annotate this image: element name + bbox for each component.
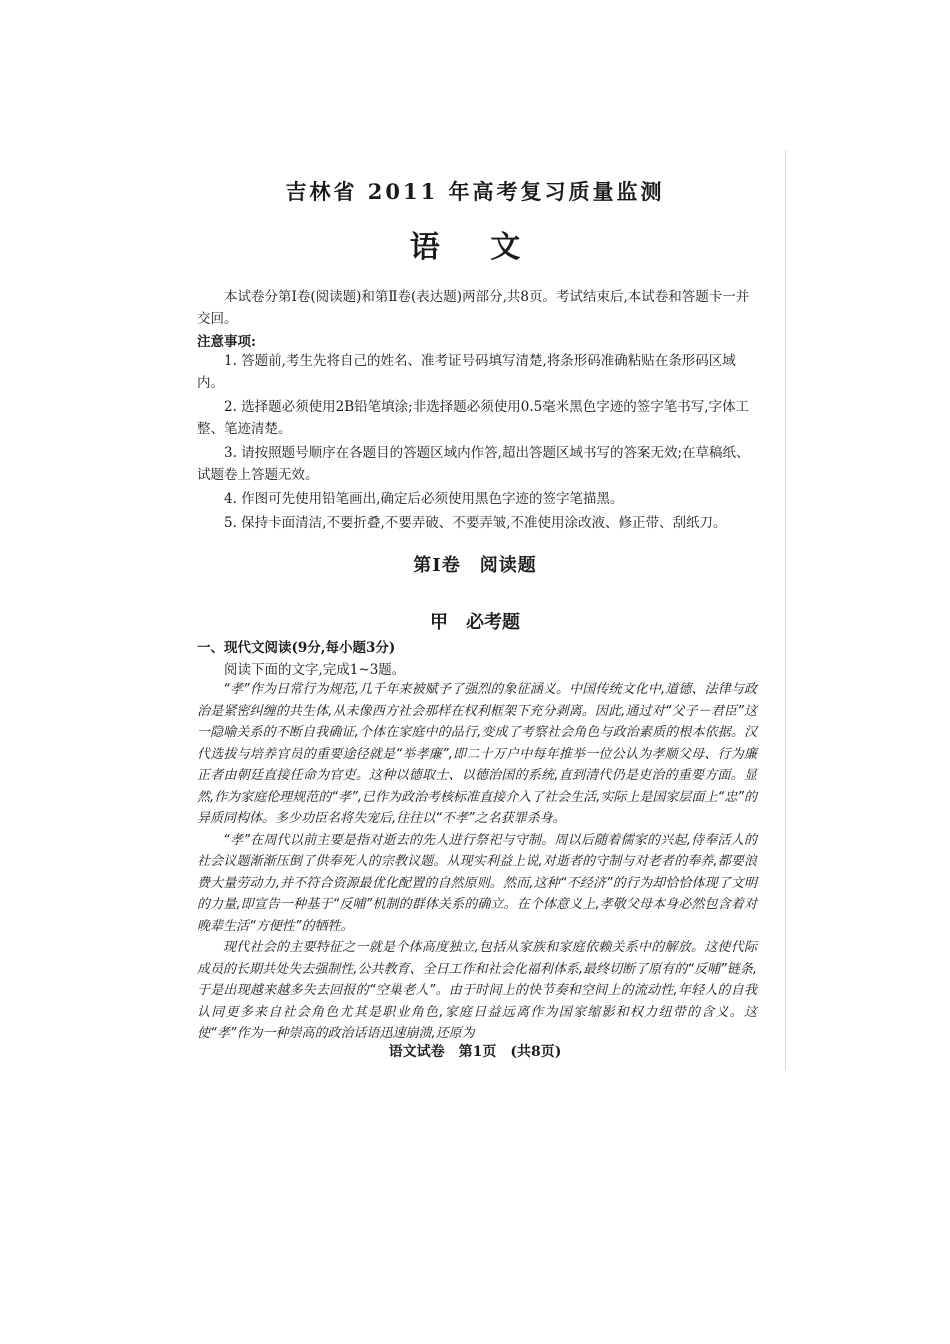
passage-paragraph: “孝”作为日常行为规范,几千年来被赋予了强烈的象征涵义。中国传统文化中,道德、法律与政治是紧密纠缠的共生体,从未像西方社会那样在权利框架下充分剥离。因此,通过对“父子－君臣”这一隐喻关系的不断自我确证,个体在家庭中的品行,变成了考察社会角色与政治素质的根本依据。汉代选拔与培养官员的重要途径就是“举孝廉”,即二十万户中每年推举一位公认为孝顺父母、行为廉正者由朝廷直接任命为官吏。这种以德取士、以德治国的系统,直到清代仍是吏治的重要方面。显然,作为家庭伦理规范的“孝”,已作为政治考核标准直接介入了社会生活,实际上是国家层面上“忠”的异质同构体。多少功臣名将失宠后,往往以“不孝”之名获罪杀身。 bbox=[197, 682, 757, 826]
notice-list bbox=[197, 348, 757, 534]
section-title: 第Ⅰ卷 阅读题 bbox=[413, 555, 537, 576]
part-title: 甲 必考题 bbox=[430, 612, 520, 633]
notice-item: 5. 保持卡面清洁,不要折叠,不要弄破、不要弄皱,不准使用涂改液、修正带、刮纸刀。 bbox=[224, 515, 727, 531]
passage-paragraph: “孝”在周代以前主要是指对逝去的先人进行祭祀与守制。周以后随着儒家的兴起,侍奉活人的社会议题渐渐压倒了供奉死人的宗教议题。从现实利益上说,对逝者的守制与对老者的奉养,都要浪费大量劳动力,并不符合资源最优化配置的自然原则。然而,这种“不经济”的行为却恰恰体现了文明的力量,即宣告一种基于“反哺”机制的群体关系的确立。在个体意义上,孝敬父母本身必然包含着对晚辈生活“方便性”的牺牲。 bbox=[197, 832, 757, 934]
notice-item: 2. 选择题必须使用2B铅笔填涂;非选择题必须使用0.5毫米黑色字迹的签字笔书写,字体工整、笔迹清楚。 bbox=[197, 399, 749, 437]
page-footer: 语文试卷 第1页 (共8页) bbox=[388, 1044, 562, 1060]
notice-item: 3. 请按照题号顺序在各题目的答题区域内作答,超出答题区域书写的答案无效;在草稿纸、试题卷上答题无效。 bbox=[197, 445, 750, 483]
intro-paragraph: 本试卷分第Ⅰ卷(阅读题)和第Ⅱ卷(表达题)两部分,共8页。考试结束后,本试卷和答题卡一并交回。 bbox=[197, 289, 750, 327]
question-heading: 一、现代文阅读(9分,每小题3分) bbox=[197, 640, 396, 656]
exam-title: 吉林省 2011 年高考复习质量监测 bbox=[285, 179, 665, 204]
subject-title: 语 文 bbox=[409, 230, 541, 265]
question-instruction: 阅读下面的文字,完成1~3题。 bbox=[224, 662, 406, 678]
notice-item: 4. 作图可先使用铅笔画出,确定后必须使用黑色字迹的签字笔描黑。 bbox=[224, 491, 624, 507]
passage-paragraph: 现代社会的主要特征之一就是个体高度独立,包括从家族和家庭依赖关系中的解放。这使代际成员的长期共处失去强制性,公共教育、全日工作和社会化福利体系,最终切断了原有的“反哺”链条,于是出现越来越多失去回报的“空巢老人”。由于时间上的快节奏和空间上的流动性,年轻人的自我认同更多来自社会角色尤其是职业角色,家庭日益远离作为国家缩影和权力纽带的含义。这使“孝”作为一种崇高的政治话语迅速崩溃,还原为 bbox=[197, 940, 757, 1041]
notice-item: 1. 答题前,考生先将自己的姓名、准考证号码填写清楚,将条形码准确粘贴在条形码区域内。 bbox=[197, 353, 736, 391]
notice-label: 注意事项: bbox=[197, 334, 256, 350]
reading-passage bbox=[197, 679, 757, 1045]
scan-fold-line bbox=[785, 150, 786, 1070]
